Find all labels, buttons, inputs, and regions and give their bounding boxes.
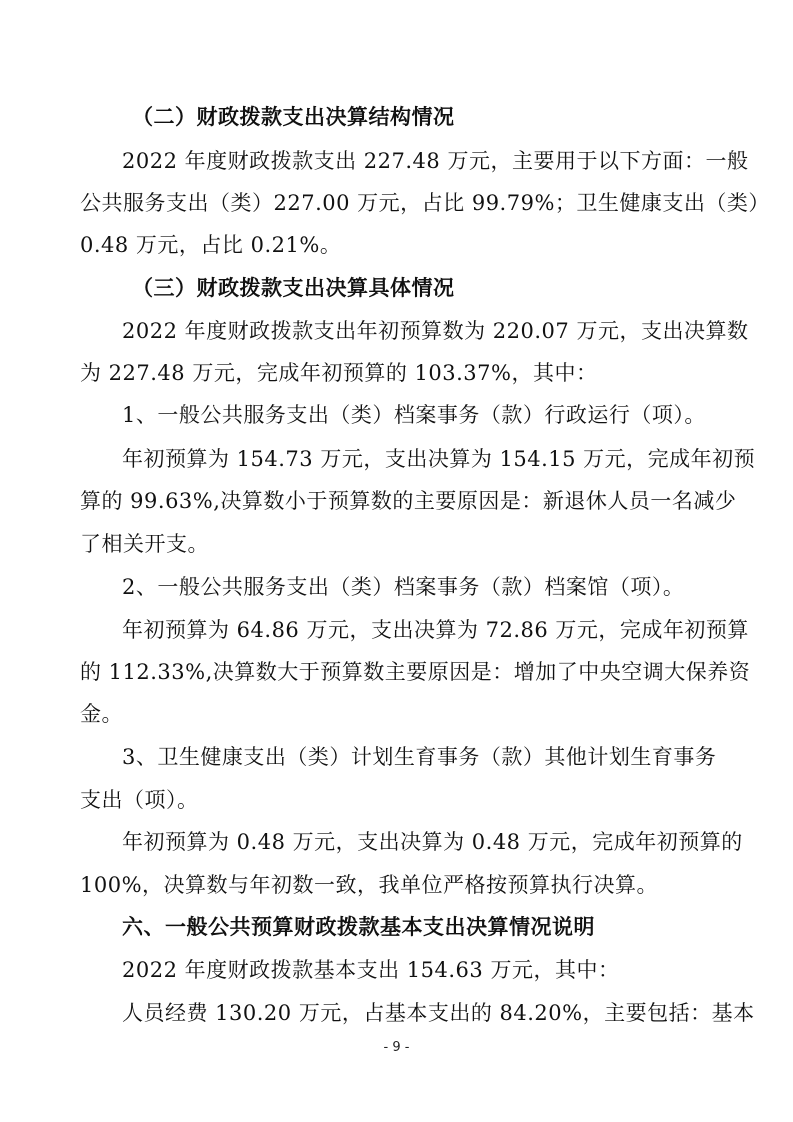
- paragraph-line: 2022 年度财政拨款支出年初预算数为 220.07 万元，支出决算数: [122, 319, 749, 343]
- section-heading-expenditure-details: （三）财政拨款支出决算具体情况: [132, 276, 455, 300]
- page-number: - 9 -: [383, 1040, 410, 1055]
- paragraph-line: 年初预算为 0.48 万元，支出决算为 0.48 万元，完成年初预算的: [122, 830, 743, 854]
- list-item-heading: 2、一般公共服务支出（类）档案事务（款）档案馆（项）。: [122, 575, 685, 599]
- paragraph-line: 公共服务支出（类）227.00 万元，占比 99.79%；卫生健康支出（类）: [80, 191, 770, 215]
- paragraph-line: 金。: [80, 702, 123, 726]
- list-item-heading: 3、卫生健康支出（类）计划生育事务（款）其他计划生育事务: [122, 745, 717, 769]
- paragraph-line: 2022 年度财政拨款支出 227.48 万元，主要用于以下方面：一般: [122, 149, 749, 173]
- paragraph-line: 人员经费 130.20 万元，占基本支出的 84.20%，主要包括：基本: [122, 1001, 755, 1025]
- section-heading-basic-expenditure: 六、一般公共预算财政拨款基本支出决算情况说明: [122, 915, 595, 939]
- paragraph-line: 年初预算为 154.73 万元，支出决算为 154.15 万元，完成年初预: [122, 447, 756, 471]
- paragraph-line: 支出（项）。: [80, 788, 199, 812]
- paragraph-line: 为 227.48 万元，完成年初预算的 103.37%，其中：: [80, 361, 598, 385]
- paragraph-line: 年初预算为 64.86 万元，支出决算为 72.86 万元，完成年初预算: [122, 618, 749, 642]
- paragraph-line: 算的 99.63%,决算数小于预算数的主要原因是：新退休人员一名减少: [80, 489, 737, 513]
- paragraph-line: 2022 年度财政拨款基本支出 154.63 万元，其中：: [122, 958, 620, 982]
- paragraph-line: 100%，决算数与年初数一致，我单位严格按预算执行决算。: [80, 873, 659, 897]
- paragraph-line: 的 112.33%,决算数大于预算数主要原因是：增加了中央空调大保养资: [80, 660, 751, 684]
- list-item-heading: 1、一般公共服务支出（类）档案事务（款）行政运行（项）。: [122, 403, 706, 427]
- paragraph-line: 0.48 万元，占比 0.21%。: [80, 233, 342, 257]
- section-heading-expenditure-structure: （二）财政拨款支出决算结构情况: [132, 105, 455, 129]
- paragraph-line: 了相关开支。: [80, 532, 209, 556]
